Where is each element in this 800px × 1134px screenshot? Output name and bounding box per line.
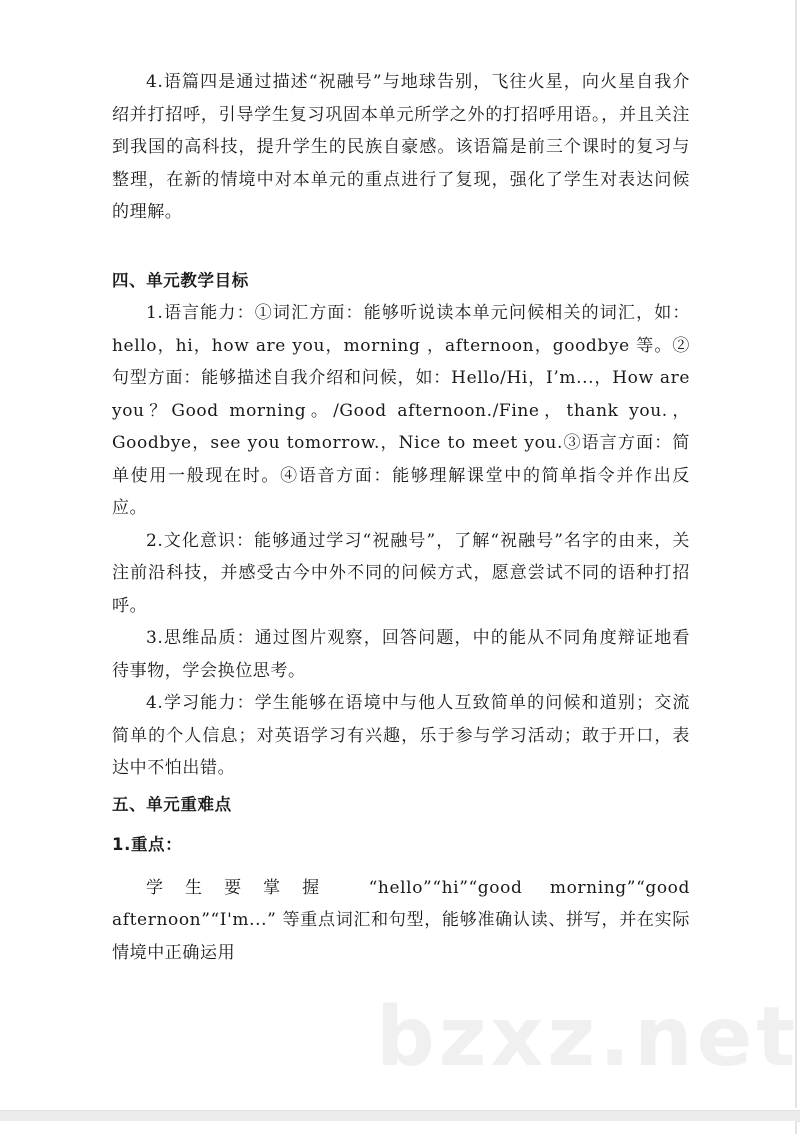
goal-learning-ability: 4.学习能力：学生能够在语境中与他人互致简单的问候和道别；交流简单的个人信息；对英语学习有兴趣，乐于参与学习活动；敢于开口，表达中不怕出错。 [112, 693, 690, 778]
goal-cultural-awareness: 2.文化意识：能够通过学习“祝融号”，了解“祝融号”名字的由来，关注前沿科技，并感受古今中外不同的问候方式，愿意尝试不同的语种打招呼。 [112, 530, 690, 616]
key-points-text: 学生要掌握 “hello”“hi”“good morning”“good afternoon”“I'm...” 等重点词汇和句型，能够准确认读、拼写，并在实际情境中正确运用 [112, 877, 690, 963]
subheading-key-points: 1.重点： [112, 835, 183, 854]
section-heading-key-difficulties: 五、单元重难点 [112, 794, 232, 814]
next-page-edge [0, 1121, 797, 1134]
goal-language-ability: 1.语言能力：①词汇方面：能够听说读本单元问候相关的词汇，如：hello，hi，how are you，morning ，afternoon，goodbye 等。②句型方面：能够描述自我介绍和问候，如：Hello/Hi，I’m...，How are you？Good morning。/Good afternoon./Fine，thank you.，Goodbye，see you tomorrow.，Nice to meet you.③语言方面：简单使用一般现在时。④语音方面：能够理解课堂中的简单指令并作出反应。 [112, 303, 690, 518]
page-content [112, 66, 690, 969]
section-heading-teaching-goals: 四、单元教学目标 [112, 270, 249, 290]
goal-thinking-quality: 3.思维品质：通过图片观察，回答问题，中的能从不同角度辩证地看待事物，学会换位思考。 [112, 628, 690, 681]
paragraph-text-4: 4.语篇四是通过描述“祝融号”与地球告别，飞往火星，向火星自我介绍并打招呼，引导学生复习巩固本单元所学之外的打招呼用语。，并且关注到我国的高科技，提升学生的民族自豪感。该语篇是前三个课时的复习与整理，在新的情境中对本单元的重点进行了复现，强化了学生对表达问候的理解。 [112, 72, 690, 222]
watermark-text: bzxz.net [376, 990, 800, 1085]
